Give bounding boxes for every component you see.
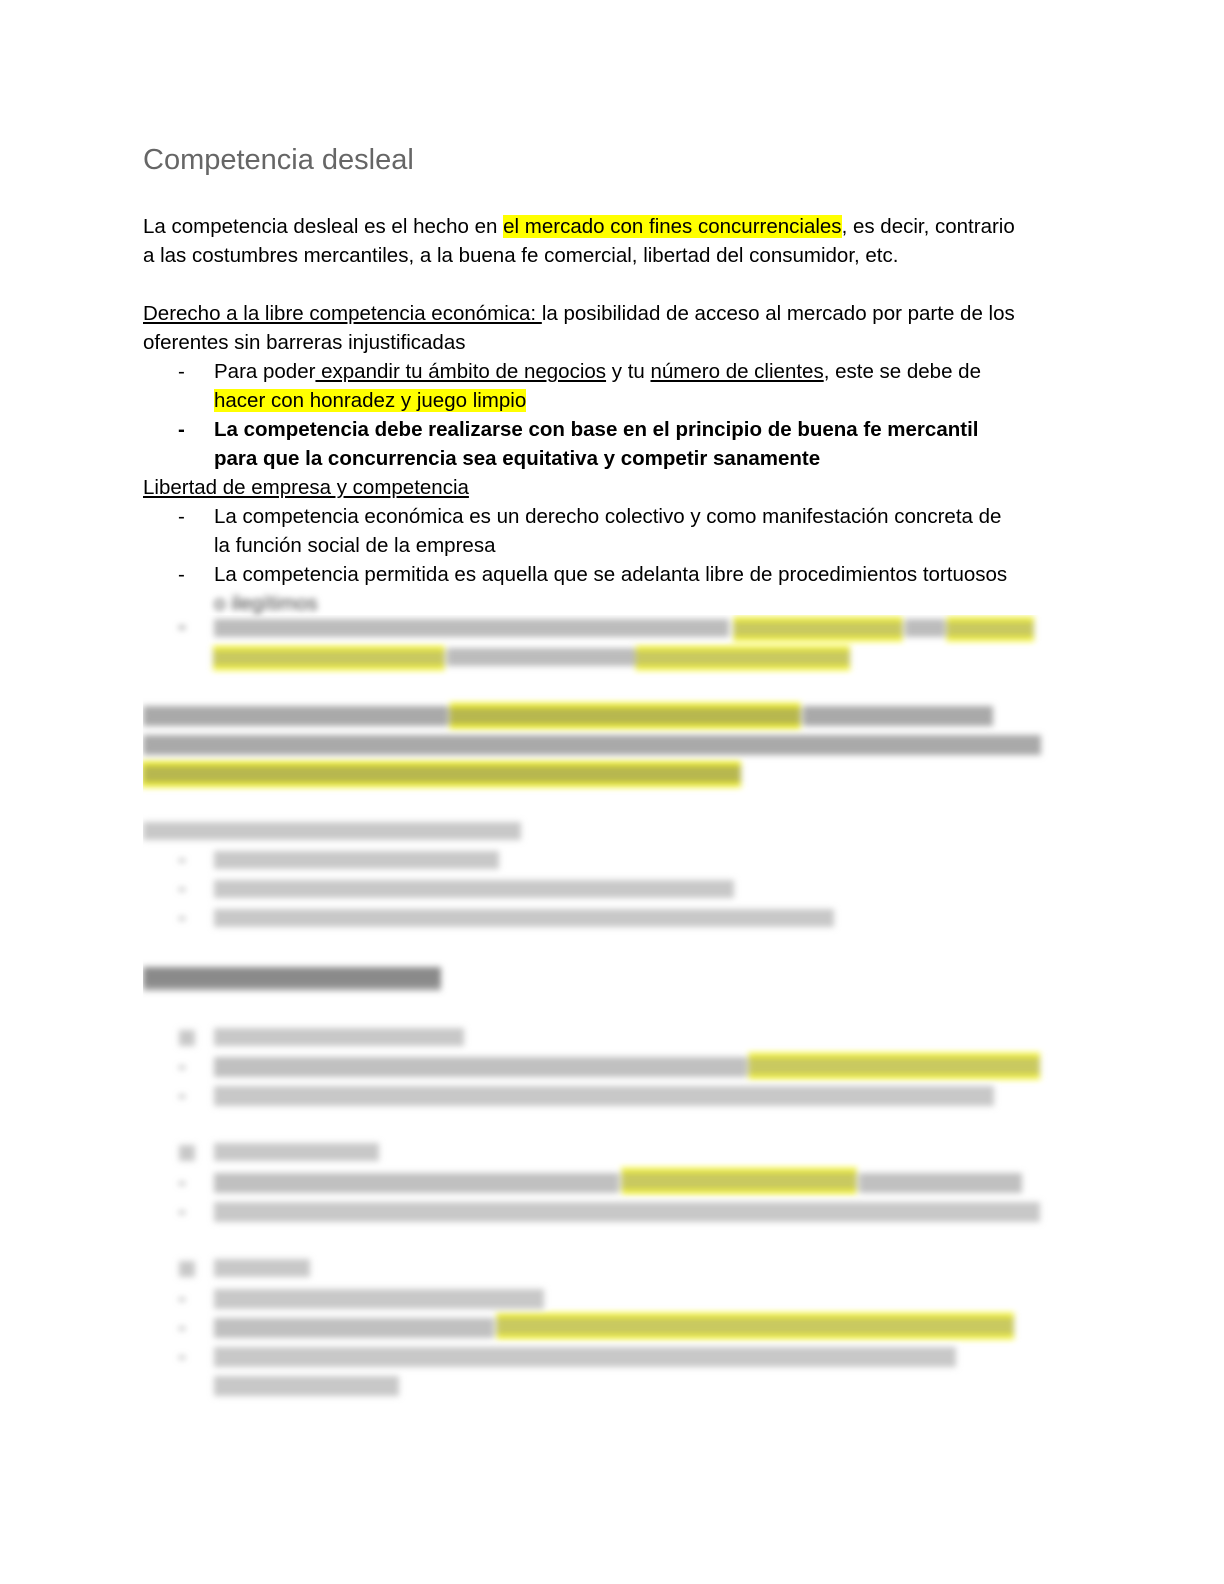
list1-item1-highlight: hacer con honradez y juego limpio: [214, 389, 527, 412]
document-title: Competencia desleal: [143, 144, 414, 176]
list1-item2-line-2: para que la concurrencia sea equitativa y competir sanamente: [214, 447, 821, 470]
p1-text-pre: La competencia desleal es el hecho en: [143, 215, 504, 238]
section-2-heading: Libertad de empresa y competencia: [143, 476, 469, 499]
list1-item1-underline-1: expandir tu ámbito de negocios: [315, 360, 607, 383]
section2-item2-line-2-blurred: o ilegítimos: [214, 592, 318, 615]
paragraph-2-line-2: oferentes sin barreras injustificadas: [143, 331, 466, 354]
list1-item1-underline-2: número de clientes: [650, 360, 824, 383]
list1-item1-text-c: , este se debe de: [823, 360, 981, 383]
p1-highlight: el mercado con fines concurrenciales: [503, 215, 842, 238]
p2-underlined-term: Derecho a la libre competencia económica:: [143, 302, 542, 325]
paragraph-2-line-1: [143, 299, 1015, 328]
list-dash: -: [178, 505, 185, 528]
p1-text-post: , es decir, contrario: [841, 215, 1015, 238]
blurred-content-area: [143, 615, 1083, 1415]
list1-item1-text-a: Para poder: [214, 360, 316, 383]
list-dash: -: [178, 360, 185, 383]
section2-item1-line-1: La competencia económica es un derecho colectivo y como manifestación concreta de: [214, 505, 1002, 528]
section2-item1-line-2: la función social de la empresa: [214, 534, 496, 557]
paragraph-1-line-2: a las costumbres mercantiles, a la buena fe comercial, libertad del consumidor, etc.: [143, 244, 899, 267]
list-dash: -: [178, 563, 185, 586]
list1-item1-text-b: y tu: [606, 360, 651, 383]
list1-item1-line-1: [214, 357, 981, 386]
list1-item1-line-2: [214, 386, 526, 415]
paragraph-1-line-1: [143, 212, 1015, 241]
p2-text-post: la posibilidad de acceso al mercado por parte de los: [541, 302, 1015, 325]
list-dash: -: [178, 418, 185, 441]
list1-item2-line-1: La competencia debe realizarse con base en el principio de buena fe mercantil: [214, 418, 979, 441]
section2-item2-line-1: La competencia permitida es aquella que se adelanta libre de procedimientos tortuosos: [214, 563, 1008, 586]
